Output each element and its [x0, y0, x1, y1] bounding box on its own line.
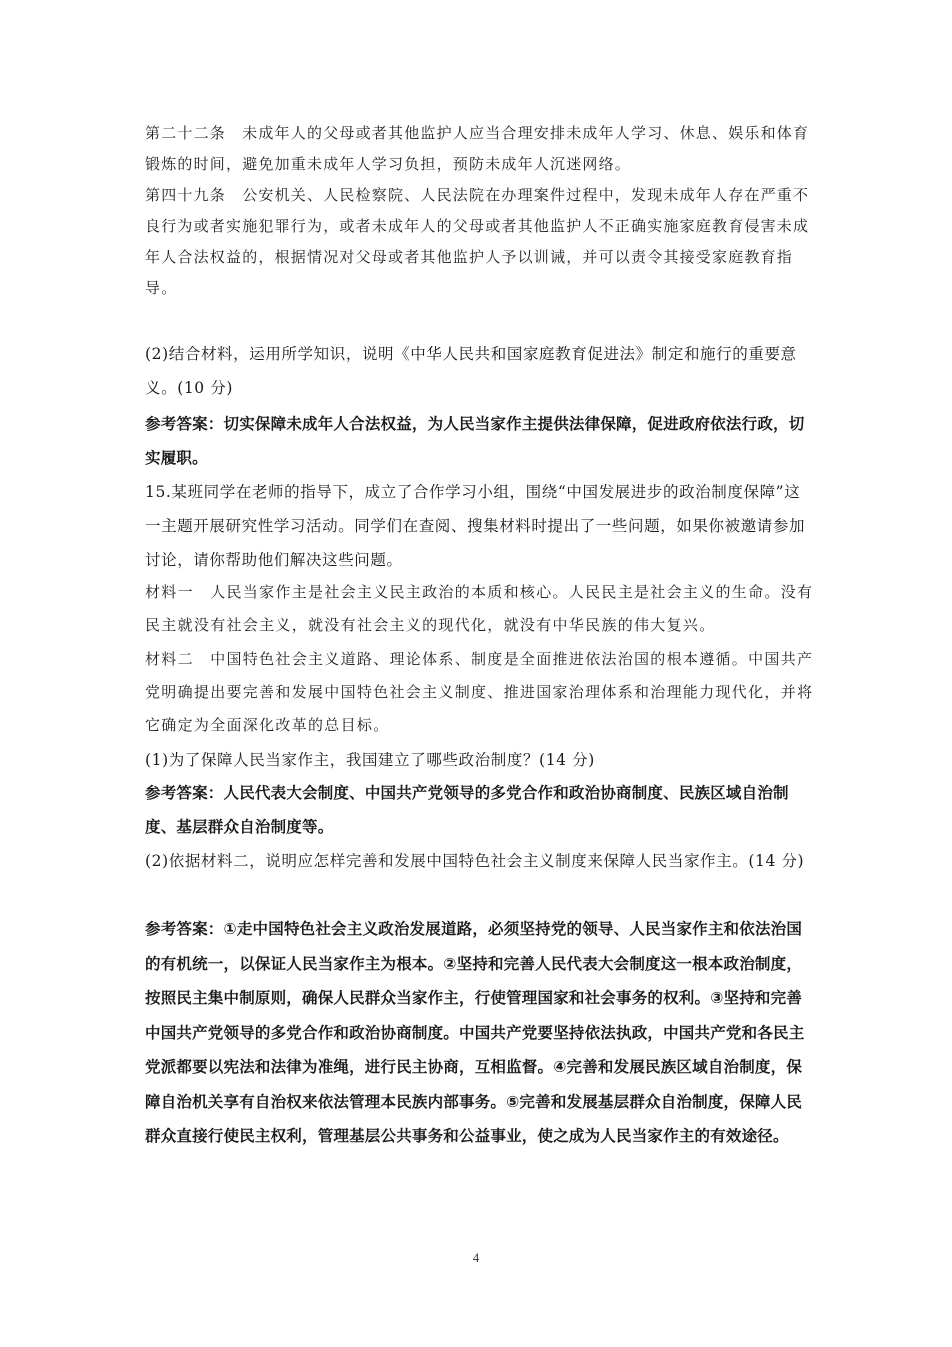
answer-label: 参考答案： [145, 920, 224, 938]
answer-text: ①走中国特色社会主义政治发展道路，必须坚持党的领导、人民当家作主和依法治国的有机统一，以保证人民当家作主为根本。②坚持和完善人民代表大会制度这一根本政治制度，按照民主集中制原则，确保人民群众当家作主，行使管理国家和社会事务的权利。③坚持和完善中国共产党领导的多党合作和政治协商制度。中国共产党要坚持依法执政，中国共产党和各民主党派都要以宪法和法律为准绳，进行民主协商，互相监督。④完善和发展民族区域自治制度，保障自治机关享有自治权来依法管理本民族内部事务。⑤完善和发展基层群众自治制度，保障人民群众直接行使民主权利，管理基层公共事务和公益事业，使之成为人民当家作主的有效途径。 [145, 920, 805, 1145]
article-22-paragraph: 第二十二条 未成年人的父母或者其他监护人应当合理安排未成年人学习、休息、娱乐和体育锻炼的时间，避免加重未成年人学习负担，预防未成年人沉迷网络。 [145, 124, 810, 173]
answer-14-2 [145, 407, 815, 475]
material-1: 材料一 人民当家作主是社会主义民主政治的本质和核心。人民民主是社会主义的生命。没有民主就没有社会主义，就没有社会主义的现代化，就没有中华民族的伟大复兴。 [145, 583, 814, 634]
material-2: 材料二 中国特色社会主义道路、理论体系、制度是全面推进依法治国的根本遵循。中国共产党明确提出要完善和发展中国特色社会主义制度、推进国家治理体系和治理能力现代化，并将它确定为全面深化改革的总目标。 [145, 650, 814, 734]
question-15-2: (2)依据材料二，说明应怎样完善和发展中国特色社会主义制度来保障人民当家作主。(14 分) [145, 852, 805, 870]
answer-label: 参考答案： [145, 415, 224, 433]
question-14-2: (2)结合材料，运用所学知识，说明《中华人民共和国家庭教育促进法》制定和施行的重要意义。(10 分) [145, 345, 797, 397]
answer-text: 切实保障未成年人合法权益，为人民当家作主提供法律保障，促进政府依法行政，切实履职。 [145, 415, 805, 467]
question-15-1: (1)为了保障人民当家作主，我国建立了哪些政治制度？(14 分) [145, 751, 595, 769]
answer-label: 参考答案： [145, 784, 224, 802]
answer-text: 人民代表大会制度、中国共产党领导的多党合作和政治协商制度、民族区域自治制度、基层群众自治制度等。 [145, 784, 789, 836]
answer-15-1 [145, 776, 815, 844]
page-number: 4 [472, 1250, 480, 1265]
answer-15-2 [145, 912, 815, 1154]
article-49-paragraph: 第四十九条 公安机关、人民检察院、人民法院在办理案件过程中，发现未成年人存在严重不良行为或者实施犯罪行为，或者未成年人的父母或者其他监护人不正确实施家庭教育侵害未成年人合法权益的，根据情况对父母或者其他监护人予以训诫，并可以责令其接受家庭教育指导。 [145, 186, 810, 297]
question-15-intro: 15.某班同学在老师的指导下，成立了合作学习小组，围绕“中国发展进步的政治制度保障”这一主题开展研究性学习活动。同学们在查阅、搜集材料时提出了一些问题，如果你被邀请参加讨论，请你帮助他们解决这些问题。 [145, 483, 806, 569]
